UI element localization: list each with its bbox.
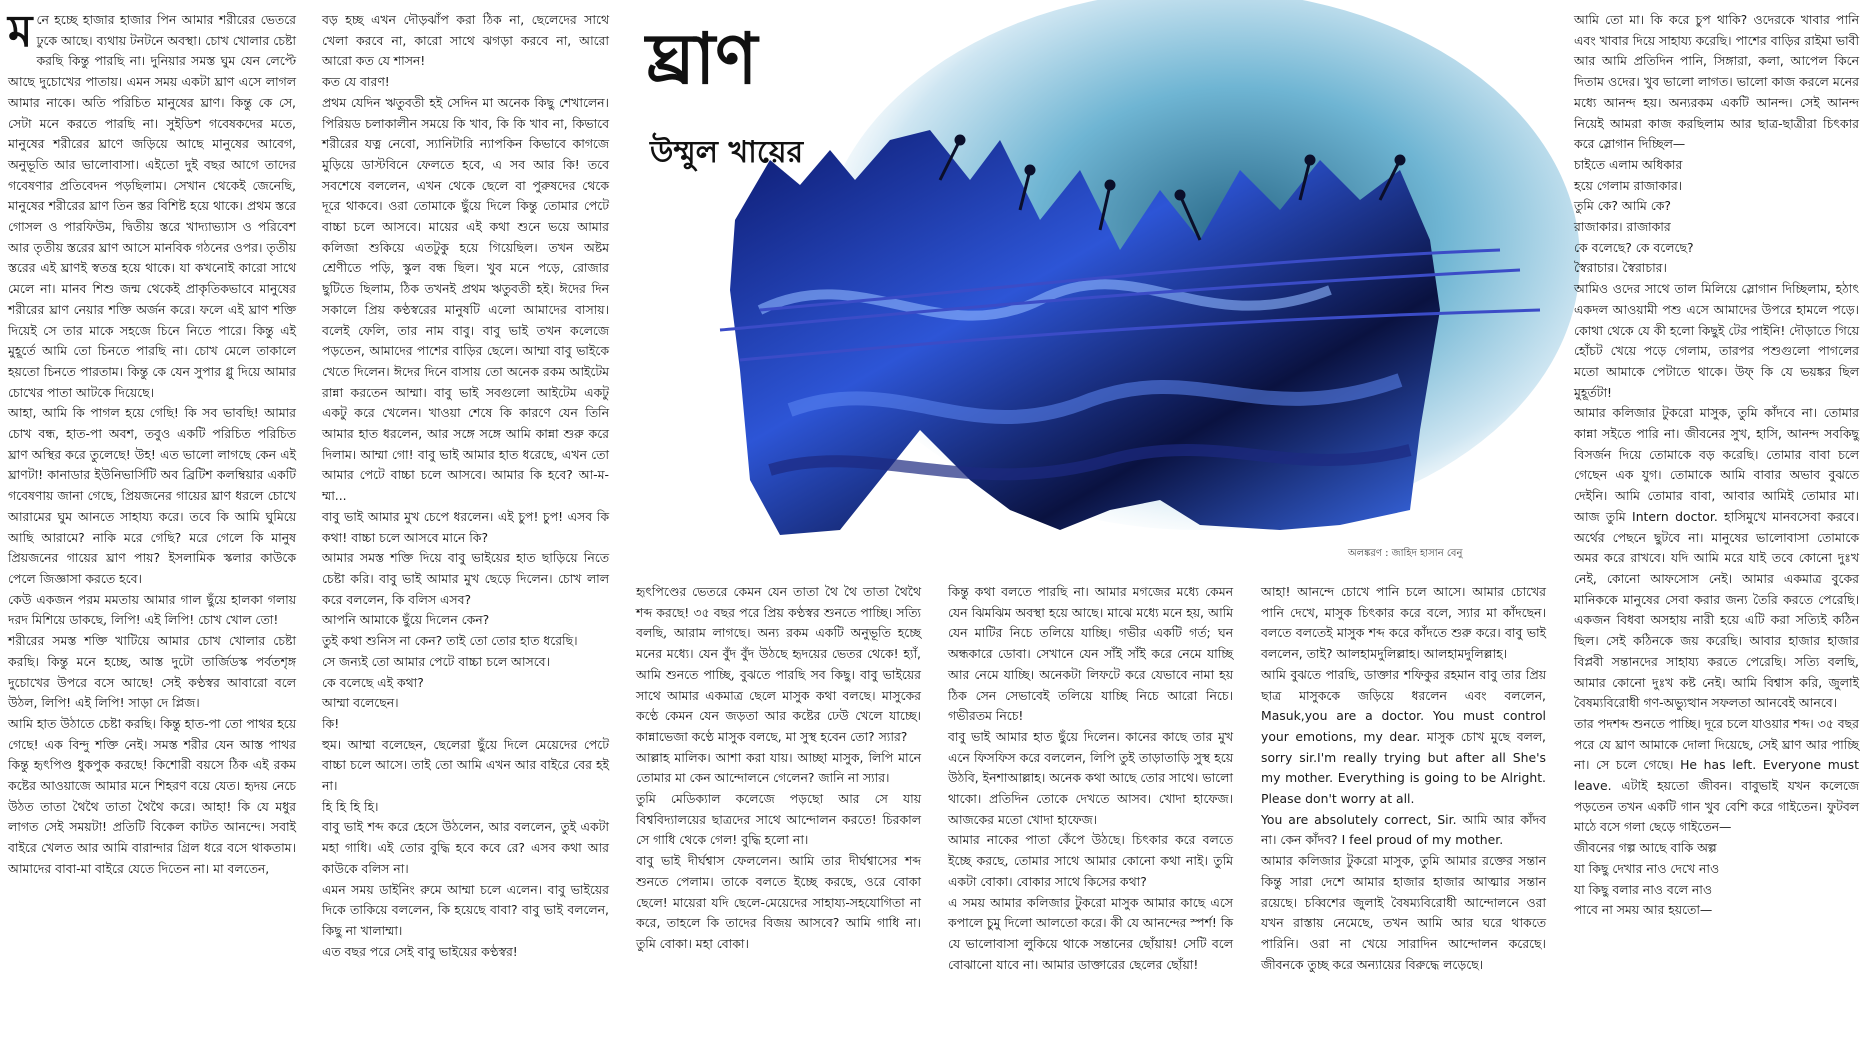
column-text: নে হচ্ছে হাজার হাজার পিন আমার শরীরের ভেতরে ঢুকে আছে। ব্যথায় টনটনে অবস্থা। চোখ খোলার চেষ্টা করছি কিন্তু পারছি না। দুনিয়ার সমস্ত ঘুম যেন লেপ্টে আছে দুচোখের পাতায়। এমন সময় একটা ঘ্রাণ এসে লাগল আমার নাকে। অতি পরিচিত মানুষের ঘ্রাণ। কিন্তু কে সে, সেটা মনে করতে পারছি না। সুইডিশ গবেষকদের মতে, মানুষের শরীরের ঘ্রাণে জড়িয়ে আছে মানুষের আবেগ, অনুভূতি আর ভালোবাসা। এইতো দুই বছর আগে তাদের গবেষণার প্রতিবেদন পড়ছিলাম। সেখান থেকেই জেনেছি, মানুষের শরীরের ঘ্রাণ তিন স্তর বিশিষ্ট হয়ে থাকে। প্রথম স্তরে গোসল ও পারফিউম, দ্বিতীয় স্তরে খাদ্যাভ্যাস ও পরিবেশ আর তৃতীয় স্তরের ঘ্রাণ আসে মানবিক গঠনের ওপর। তৃতীয় স্তরের এই ঘ্রাণই স্বতন্ত্র হয়ে থাকে। যা কখনোই কারো সাথে মেলে না। মানব শিশু জন্ম থেকেই প্রাকৃতিকভাবে মানুষের শরীরের ঘ্রাণ নেয়ার শক্তি অর্জন করে। ফলে এই ঘ্রাণ শক্তি দিয়েই সে তার মাকে সহজে চিনে নিতে পারে। কিন্তু এই মুহূর্তে আমি তো চিনতে পারছি না। চোখ মেলে তাকালে হয়তো চিনতে পারতাম। কিন্তু কে যেন সুপার গ্লু দিয়ে আমার চোখের পাতা আটকে দিয়েছে। আহা, আমি কি পাগল হয়ে গেছি! কি সব ভাবছি! আমার চোখ বন্ধ, হাত-পা অবশ, তবুও একটি পরিচিত পরিচিত ঘ্রাণ অস্থির করে তুলেছে! উহ! এত ভালো লাগছে কেন এই ঘ্রাণটা! কানাডার ইউনিভার্সিটি অব ব্রিটিশ কলম্বিয়ার একটি গবেষণায় জানা গেছে, প্রিয়জনের গায়ের ঘ্রাণ ধরলে চোখে আরামের ঘুম আনতে সাহায্য করে। তবে কি আমি ঘুমিয়ে আছি আরামে? নাকি মরে গেছি? মরে গেলে কি মানুষ প্রিয়জনের গায়ের ঘ্রাণ পায়? ইসলামিক স্কলার কাউকে পেলে জিজ্ঞাসা করতে হবে। কেউ একজন পরম মমতায় আমার গাল ছুঁয়ে হালকা গলায় দরদ মিশিয়ে ডাকছে, লিপি! এই লিপি! চোখ খোল তো! শরীরের সমস্ত শক্তি খাটিয়ে আমার চোখ খোলার চেষ্টা করছি। কিন্তু মনে হচ্ছে, আস্ত দুটো তার্জিডস্ক পর্বতশৃঙ্গ দুচোখের উপরে বসে আছে! সেই কণ্ঠস্বর আবারো বলে উঠল, লিপি! এই লিপি! সাড়া দে প্লিজ। আমি হাত উঠাতে চেষ্টা করছি। কিন্তু হাত-পা তো পাথর হয়ে গেছে! এক বিন্দু শক্তি নেই। সমস্ত শরীর যেন আস্ত পাথর কিন্তু হৃৎপিণ্ড ধুকপুক করছে! কিশোরী বয়সে ঠিক এই রকম কষ্টের আওয়াজে আমার মনে শিহরণ বয়ে যেত। হৃদয় নেচে উঠত তাতা থৈথৈ তাতা থৈথৈ করে। আহা! কি যে মধুর লাগত সেই সময়টা! প্রতিটি বিকেল কাটত আনন্দে। সবাই বাইরে খেলত আর আমি বারান্দার গ্রিল ধরে বসে থাকতাম। আমাদের বাবা-মা বাইরে যেতে দিতেন না। মা বলতেন, [8, 12, 296, 876]
article-title: ঘ্রাণ [646, 17, 758, 100]
text-column-5: আহা! আনন্দে চোখে পানি চলে আসে। আমার চোখের পানি দেখে, মাসুক চিৎকার করে বলে, স্যার মা কাঁদছেন। বলতে বলতেই মাসুক শব্দ করে কাঁদতে শুরু করে। বাবু ভাই বললেন, তাই? আলহামদুলিল্লাহ। আলহামদুলিল্লাহ। আমি বুঝতে পারছি, ডাক্তার শফিকুর রহমান বাবু তার প্রিয় ছাত্র মাসুককে জড়িয়ে ধরলেন এবং বললেন, Masuk,you are a doctor. You must control your emotions, my dear. মাসুক চোখ মুছে বলল, sorry sir.I'm really trying but after all She's my mother. Everything is going to be Alright. Please don't worry at all. You are absolutely correct, Sir. আমি আর কাঁদব না। কেন কাঁদব? I feel proud of my mother. আমার কলিজার টুকরো মাসুক, তুমি আমার রক্তের সন্তান কিন্তু সারা দেশে আমার হাজার হাজার আত্মার সন্তান রয়েছে। চব্বিশের জুলাই বৈষম্যবিরোধী আন্দোলনে ওরা যখন রাস্তায় নেমেছে, তখন আমি আর ঘরে থাকতে পারিনি। ওরা না খেয়ে সারাদিন আন্দোলন করেছে। জীবনকে তুচ্ছ করে অন্যায়ের বিরুদ্ধে লড়েছে। [1261, 584, 1546, 972]
text-column-1 [8, 6, 296, 1040]
article-author: উম্মুল খায়ের [650, 135, 804, 170]
text-column-4: কিন্তু কথা বলতে পারছি না। আমার মগজের মধ্যে কেমন যেন ঝিমঝিম অবস্থা হয়ে আছে। মাঝে মধ্যে মনে হয়, আমি যেন মাটির নিচে তলিয়ে যাচ্ছি। গভীর একটি গর্ত; ঘন অন্ধকারে ডোবা। সেখানে যেন সাঁই সাঁই করে নেমে যাচ্ছি আর নেমে যাচ্ছি। অনেকটা লিফটে করে যেভাবে নামা হয় ঠিক সেন সেভাবেই তলিয়ে যাচ্ছি নিচে আরো নিচে। গভীরতম নিচে! বাবু ভাই আমার হাত ছুঁয়ে দিলেন। কানের কাছে তার মুখ এনে ফিসফিস করে বললেন, লিপি তুই তাড়াতাড়ি সুস্থ হয়ে উঠবি, ইনশাআল্লাহ। অনেক কথা আছে তোর সাথে। ভালো থাকো। প্রতিদিন তোকে দেখতে আসব। খোদা হাফেজ। আজকের মতো খোদা হাফেজ। আমার নাকের পাতা কেঁপে উঠছে। চিৎকার করে বলতে ইচ্ছে করছে, তোমার সাথে আমার কোনো কথা নাই। তুমি একটা বোকা। বোকার সাথে কিসের কথা? এ সময় আমার কলিজার টুকরো মাসুক আমার কাছে এসে কপালে চুমু দিলো আলতো করে। কী যে আনন্দের স্পর্শ! কি যে ভালোবাসা লুকিয়ে থাকে সন্তানের ছোঁয়ায়! সেটি বলে বোঝানো যাবে না। আমার ডাক্তারের ছেলের ছোঁয়া! [948, 584, 1233, 972]
illustration-credit: অলঙ্করণ : জাহিদ হাসান বেনু [1348, 548, 1463, 559]
text-column-3: হৃৎপিণ্ডের ভেতরে কেমন যেন তাতা থৈ থৈ তাতা থৈথৈ শব্দ করছে! ৩৫ বছর পরে প্রিয় কণ্ঠস্বর শুনতে পাচ্ছি। সত্যি বলছি, আরাম লাগছে। অন্য রকম একটি অনুভূতি হচ্ছে মনের মধ্যে। যেন বুঁদ বুঁদ উঠছে হৃদয়ের ভেতর থেকে! হ্যাঁ, আমি শুনতে পাচ্ছি, বুঝতে পারছি সব কিছু। বাবু ভাইয়ের সাথে আমার একমাত্র ছেলে মাসুক কথা বলছে। মাসুকের কণ্ঠে কেমন যেন জড়তা আর কষ্টের ঢেউ খেলে যাচ্ছে। কান্নাভেজা কণ্ঠে মাসুক বলছে, মা সুস্থ হবেন তো? স্যার? আল্লাহ মালিক। আশা করা যায়। আচ্ছা মাসুক, লিপি মানে তোমার মা কেন আন্দোলনে গেলেন? জানি না স্যার। তুমি মেডিক্যাল কলেজে পড়ছো আর সে যায় বিশ্ববিদ্যালয়ের ছাত্রদের সাথে আন্দোলন করতে! চিরকাল সে গাধি থেকে গেল! বুদ্ধি হলো না। বাবু ভাই দীর্ঘশ্বাস ফেললেন। আমি তার দীর্ঘশ্বাসের শব্দ শুনতে পেলাম। তাকে বলতে ইচ্ছে করছে, ওরে বোকা ছেলে! মায়েরা যদি ছেলে-মেয়েদের সাহায্য-সহযোগিতা না করে, তাহলে কি তাদের বিজয় আসবে? আমি গাধি না। তুমি বোকা। মহা বোকা। [636, 584, 921, 951]
drop-cap: ম [8, 6, 33, 57]
text-column-2: বড় হচ্ছ এখন দৌড়ঝাঁপ করা ঠিক না, ছেলেদের সাথে খেলা করবে না, কারো সাথে ঝগড়া করবে না, আরো আরো কত যে শাসন! কত যে বারণ! প্রথম যেদিন ঋতুবতী হই সেদিন মা অনেক কিছু শেখালেন। পিরিয়ড চলাকালীন সময়ে কি খাব, কি কি খাব না, কিভাবে শরীরের যত্ন নেবো, স্যানিটারি ন্যাপকিন কিভাবে কাগজে মুড়িয়ে ডাস্টবিনে ফেলতে হবে, এ সব আর কি! তবে সবশেষে বললেন, এখন থেকে ছেলে বা পুরুষদের থেকে দূরে থাকবে। ওরা তোমাকে ছুঁয়ে দিলে কিন্তু তোমার পেটে বাচ্চা চলে আসবে। মায়ের এই কথা শুনে ভয়ে আমার কলিজা শুকিয়ে এতটুকু হয়ে গিয়েছিল। তখন অষ্টম শ্রেণীতে পড়ি, স্কুল বন্ধ ছিল। খুব মনে পড়ে, রোজার ছুটিতে ছিলাম, ঠিক তখনই প্রথম ঋতুবতী হই। ঈদের দিন সকালে প্রিয় কণ্ঠস্বরের মানুষটি এলো আমাদের বাসায়। বলেই ফেলি, তার নাম বাবু। বাবু ভাই তখন কলেজে পড়তেন, আমাদের পাশের বাড়ির ছেলে। আম্মা বাবু ভাইকে খেতে দিলেন। ঈদের দিনে বাসায় তো অনেক রকম আইটেম রান্না করতেন আম্মা। বাবু ভাই সবগুলো আইটেম একটু একটু করে খেলেন। খাওয়া শেষে কি কারণে যেন তিনি আমার হাত ধরলেন, আর সঙ্গে সঙ্গে আমি কান্না শুরু করে দিলাম। আম্মা গো! বাবু ভাই আমার হাত ধরেছে, এখন তো আমার পেটে বাচ্চা চলে আসবে। আমার কি হবে? আ-ম-ম্মা... বাবু ভাই আমার মুখ চেপে ধরলেন। এই চুপ! চুপ! এসব কি কথা! বাচ্চা চলে আসবে মানে কি? আমার সমস্ত শক্তি দিয়ে বাবু ভাইয়ের হাত ছাড়িয়ে নিতে চেষ্টা করি। বাবু ভাই আমার মুখ ছেড়ে দিলেন। চোখ লাল করে বললেন, কি বলিস এসব? আপনি আমাকে ছুঁয়ে দিলেন কেন? তুই কথা শুনিস না কেন? তাই তো তোর হাত ধরেছি। সে জন্যই তো আমার পেটে বাচ্চা চলে আসবে। কে বলেছে এই কথা? আম্মা বলেছেন। কি! হুম। আম্মা বলেছেন, ছেলেরা ছুঁয়ে দিলে মেয়েদের পেটে বাচ্চা চলে আসে। তাই তো আমি এখন আর বাইরে বের হই না। হি হি হি হি। বাবু ভাই শব্দ করে হেসে উঠলেন, আর বললেন, তুই একটা মহা গাধি। এই তোর বুদ্ধি হবে কবে রে? এসব কথা আর কাউকে বলিস না। এমন সময় ডাইনিং রুমে আম্মা চলে এলেন। বাবু ভাইয়ের দিকে তাকিয়ে বললেন, কি হয়েছে বাবা? বাবু ভাই বললেন, কিছু না খালাম্মা। এত বছর পরে সেই বাবু ভাইয়ের কণ্ঠস্বর! [322, 12, 609, 959]
story-illustration [640, 10, 1566, 570]
text-column-6: আমি তো মা। কি করে চুপ থাকি? ওদেরকে খাবার পানি এবং খাবার দিয়ে সাহায্য করেছি। পাশের বাড়ির রাইমা ভাবী আর আমি প্রতিদিন পানি, সিঙ্গারা, কলা, আপেল কিনে দিতাম ওদের। খুব ভালো লাগত। ভালো কাজ করলে মনের মধ্যে আনন্দ হয়। অন্যরকম একটি আনন্দ। সেই আনন্দ নিয়েই আমরা কাজ করছিলাম আর ছাত্র-ছাত্রীরা চিৎকার করে স্লোগান দিচ্ছিল— চাইতে এলাম অধিকার হয়ে গেলাম রাজাকার। তুমি কে? আমি কে? রাজাকার। রাজাকার কে বলেছে? কে বলেছে? স্বৈরাচার। স্বৈরাচার। আমিও ওদের সাথে তাল মিলিয়ে স্লোগান দিচ্ছিলাম, হঠাৎ একদল আওয়ামী পশু এসে আমাদের উপরে হামলে পড়ে। কোথা থেকে যে কী হলো কিছুই টের পাইনি! দৌড়াতে গিয়ে হোঁচট খেয়ে পড়ে গেলাম, তারপর পশুগুলো পাগলের মতো আমাকে পেটাতে থাকে। উফ্ কি যে ভয়ঙ্কর ছিল মুহূর্তটা! আমার কলিজার টুকরো মাসুক, তুমি কাঁদবে না। তোমার কান্না সইতে পারি না। জীবনের সুখ, হাসি, আনন্দ সবকিছু বিসর্জন দিয়ে তোমাকে বড় করেছি। তোমার বাবা চলে গেছেন এক যুগ। তোমাকে আমি বাবার অভাব বুঝতে দেইনি। আমি তোমার বাবা, আবার আমিই তোমার মা। আজ তুমি Intern doctor. হাসিমুখে মানবসেবা করবে। অর্থের পেছনে ছুটবে না। মানুষের ভালোবাসা তোমাকে অমর করে রাখবে। যদি আমি মরে যাই তবে কোনো দুঃখ নেই, কোনো আফসোস নেই। আমার একমাত্র বুকের মানিককে মানুষের সেবা করার জন্য তৈরি করতে পেরেছি। একজন বিধবা অসহায় নারী হয়ে এটি করা সত্যিই কঠিন ছিল। সেই কঠিনকে জয় করেছি। আবার হাজার হাজার বিপ্লবী সন্তানদের সাহায্য করতে পেরেছি। সত্যি বলছি, আমার কোনো দুঃখ কষ্ট নেই। আমি বিশ্বাস করি, জুলাই বৈষম্যবিরোধী গণ-অভ্যুত্থান সফলতা আনবেই আনবে। তার পদশব্দ শুনতে পাচ্ছি। দূরে চলে যাওয়ার শব্দ। ৩৫ বছর পরে যে ঘ্রাণ আমাকে দোলা দিয়েছে, সেই ঘ্রাণ আর পাচ্ছি না। সে চলে গেছে। He has left. Everyone must leave. এটাই হয়তো জীবন। বাবুভাই যখন কলেজে পড়তেন তখন একটি গান খুব বেশি করে গাইতেন। ফুটবল মাঠে বসে গলা ছেড়ে গাইতেন— জীবনের গল্প আছে বাকি অল্প যা কিছু দেখার নাও দেখে নাও যা কিছু বলার নাও বলে নাও পাবে না সময় আর হয়তো— [1574, 12, 1859, 918]
